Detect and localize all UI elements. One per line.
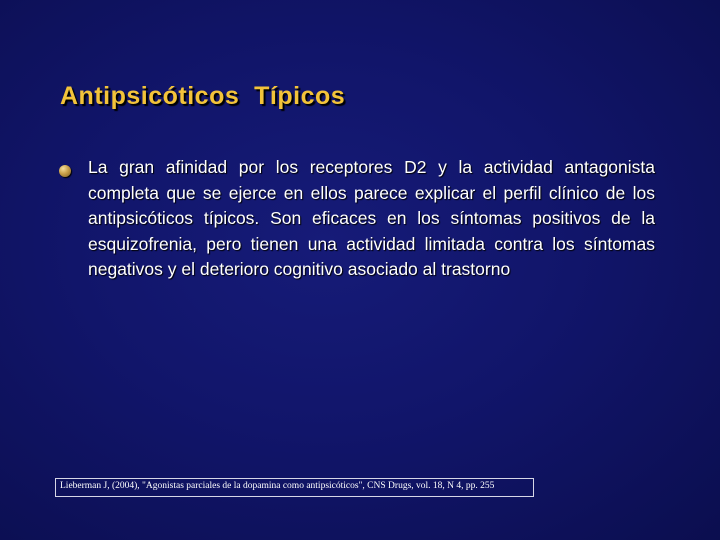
bullet-text: La gran afinidad por los receptores D2 y la actividad antagonista completa que se ejerce en ellos parece explicar el perfil clínico de los antipsicóticos típicos. Son eficaces en los síntomas positivos de la esquizofrenia, pero tienen una actividad limitada contra los síntomas negativos y el deterioro cognitivo asociado al trastorno bbox=[88, 157, 655, 279]
gold-sphere-bullet-icon bbox=[59, 165, 71, 177]
citation-box: Lieberman J, (2004), "Agonistas parciales de la dopamina como antipsicóticos", CNS Drugs, vol. 18, N 4, pp. 255 bbox=[55, 478, 534, 497]
slide-title: Antipsicóticos Típicos bbox=[60, 82, 346, 110]
